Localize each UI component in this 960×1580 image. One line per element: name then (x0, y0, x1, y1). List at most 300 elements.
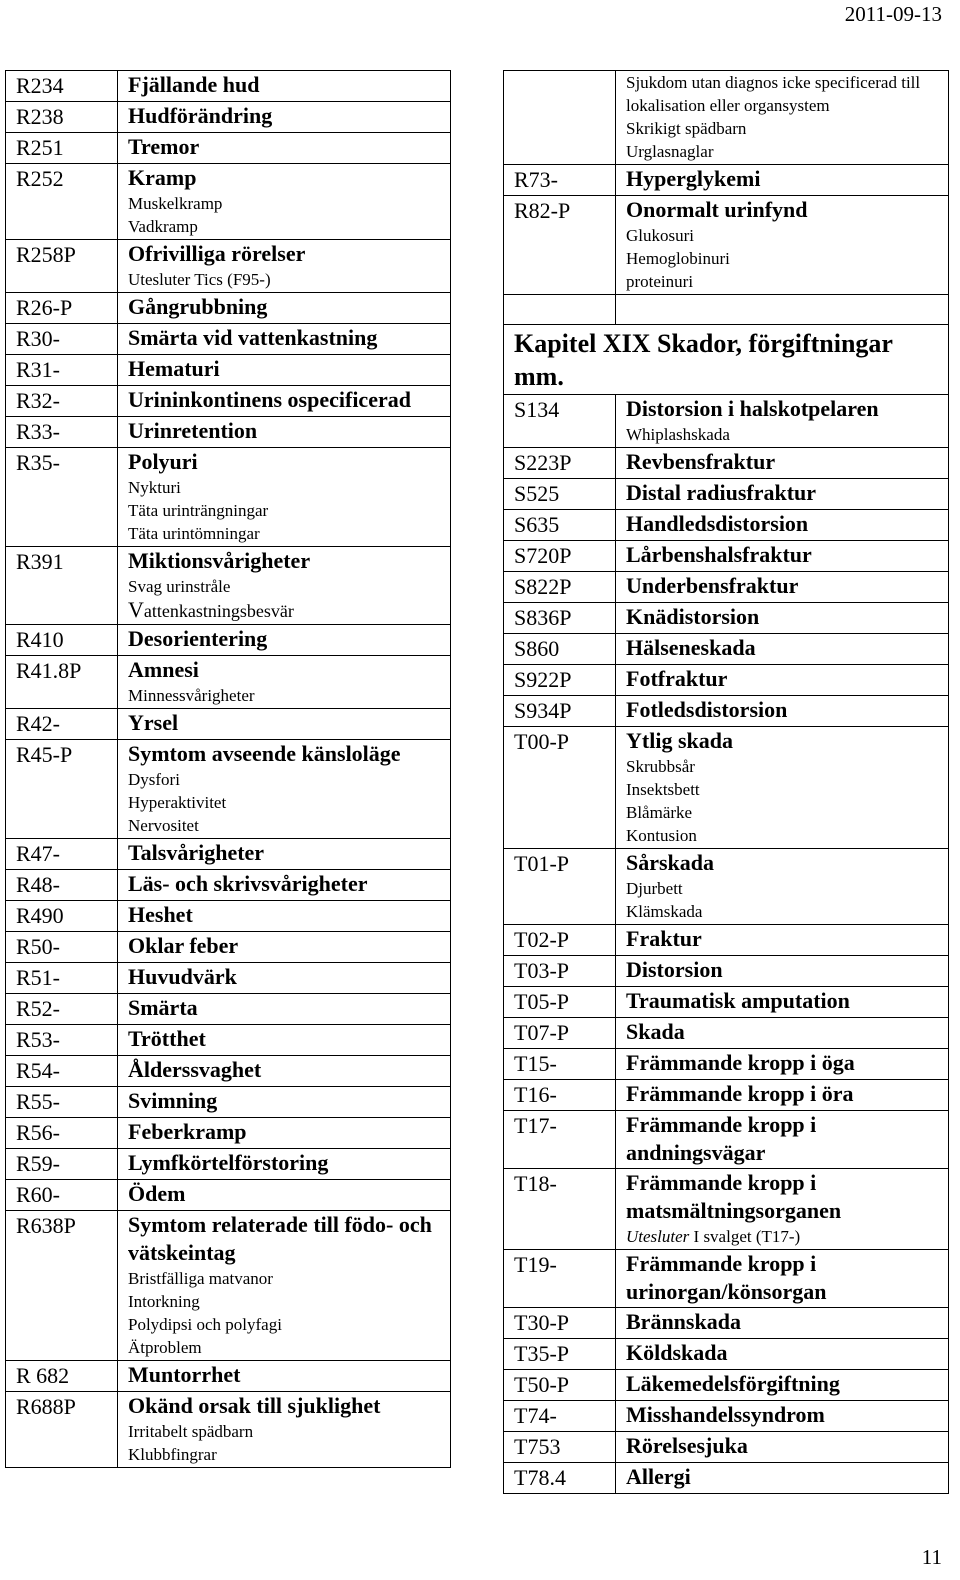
code-cell (504, 956, 616, 987)
sub-item-initial: V (128, 597, 144, 622)
diagnosis-title: Urinretention (128, 418, 258, 443)
code-cell (6, 293, 118, 324)
chapter-heading: Kapitel XIX Skador, förgiftningar mm. (514, 329, 893, 391)
code-cell (6, 240, 118, 293)
description-cell (616, 925, 949, 956)
description-cell (616, 295, 949, 325)
description-cell (118, 656, 451, 709)
table-row (504, 987, 949, 1018)
code-cell (6, 386, 118, 417)
diagnosis-code: R35- (16, 450, 60, 475)
code-cell (6, 417, 118, 448)
diagnosis-title: Yrsel (128, 710, 179, 735)
table-row (6, 1361, 451, 1392)
description-cell (616, 696, 949, 727)
diagnosis-title: Fraktur (626, 926, 702, 951)
table-row (504, 665, 949, 696)
sub-item: Vadkramp (128, 217, 198, 236)
table-row (6, 994, 451, 1025)
table-row (6, 1087, 451, 1118)
table-row (504, 1018, 949, 1049)
sub-item: Ätproblem (128, 1338, 202, 1357)
description-cell (616, 849, 949, 925)
diagnosis-title: Kramp (128, 165, 197, 190)
diagnosis-title: Trötthet (128, 1026, 206, 1051)
description-cell (118, 932, 451, 963)
code-cell (6, 1211, 118, 1361)
diagnosis-code: R688P (16, 1394, 76, 1419)
code-cell (504, 165, 616, 196)
description-cell (118, 1361, 451, 1392)
code-cell (6, 133, 118, 164)
table-row (6, 932, 451, 963)
diagnosis-title: Främmande kropp i öga (626, 1050, 855, 1075)
table-row (6, 448, 451, 547)
diagnosis-title: Smärta (128, 995, 198, 1020)
table-row (504, 925, 949, 956)
sub-item: Kontusion (626, 826, 697, 845)
code-cell (6, 709, 118, 740)
diagnosis-title: Traumatisk amputation (626, 988, 850, 1013)
diagnosis-code: R638P (16, 1213, 76, 1238)
code-cell (6, 901, 118, 932)
diagnosis-title: Distorsion (626, 957, 723, 982)
sub-item: Intorkning (128, 1292, 200, 1311)
table-row (504, 572, 949, 603)
description-cell (616, 1432, 949, 1463)
code-cell (6, 1025, 118, 1056)
sub-item (128, 598, 450, 623)
diagnosis-code: R53- (16, 1027, 60, 1052)
code-cell (504, 849, 616, 925)
table-row (504, 165, 949, 196)
code-cell (6, 1392, 118, 1468)
diagnosis-title: Gångrubbning (128, 294, 268, 319)
diagnosis-title: Symtom avseende känsloläge (128, 741, 401, 766)
table-row (504, 849, 949, 925)
description-cell (118, 133, 451, 164)
diagnosis-code: S223P (514, 450, 572, 475)
diagnosis-code: S134 (514, 397, 560, 422)
description-cell (616, 395, 949, 448)
diagnosis-code: R50- (16, 934, 60, 959)
chapter-cell (504, 325, 949, 395)
diagnosis-title: Lymfkörtelförstoring (128, 1150, 329, 1175)
table-row (6, 1056, 451, 1087)
code-cell (6, 324, 118, 355)
description-cell (616, 448, 949, 479)
diagnosis-code: R30- (16, 326, 60, 351)
code-cell (504, 1080, 616, 1111)
code-cell (504, 572, 616, 603)
description-cell (616, 572, 949, 603)
diagnosis-title: Främmande kropp i andningsvägar (626, 1112, 817, 1165)
description-cell (616, 479, 949, 510)
table-row (6, 102, 451, 133)
code-cell (6, 1056, 118, 1087)
diagnosis-code: T07-P (514, 1020, 569, 1045)
sub-item: Minnessvårigheter (128, 686, 255, 705)
table-row (504, 696, 949, 727)
table-row (6, 1392, 451, 1468)
diagnosis-title: Amnesi (128, 657, 199, 682)
sub-item: Hemoglobinuri (626, 249, 730, 268)
code-cell (6, 448, 118, 547)
diagnosis-table-right (503, 70, 949, 1494)
sub-item: Nykturi (128, 478, 181, 497)
code-cell (504, 448, 616, 479)
diagnosis-code: S822P (514, 574, 572, 599)
table-row (504, 541, 949, 572)
description-cell (118, 1211, 451, 1361)
description-cell (616, 196, 949, 295)
diagnosis-title: Främmande kropp i öra (626, 1081, 854, 1106)
description-cell (616, 541, 949, 572)
description-cell (118, 71, 451, 102)
diagnosis-title: Symtom relaterade till födo- och vätskeintag (128, 1212, 432, 1265)
table-row (504, 956, 949, 987)
description-cell (616, 1401, 949, 1432)
sub-item: Utesluter Tics (F95-) (128, 270, 271, 289)
sub-item: Bristfälliga matvanor (128, 1269, 273, 1288)
code-cell (6, 870, 118, 901)
diagnosis-code: R251 (16, 135, 64, 160)
diagnosis-code: T19- (514, 1252, 557, 1277)
description-cell (118, 417, 451, 448)
diagnosis-code: T17- (514, 1113, 557, 1138)
table-row (6, 625, 451, 656)
diagnosis-code: S836P (514, 605, 572, 630)
diagnosis-code: R258P (16, 242, 76, 267)
code-cell (6, 740, 118, 839)
code-cell (504, 1370, 616, 1401)
description-cell (118, 963, 451, 994)
code-cell (504, 1401, 616, 1432)
diagnosis-title: Distorsion i halskotpelaren (626, 396, 879, 421)
description-cell (616, 956, 949, 987)
sub-item: Polydipsi och polyfagi (128, 1315, 282, 1334)
table-row (6, 740, 451, 839)
code-cell (504, 1018, 616, 1049)
diagnosis-title: Hematuri (128, 356, 220, 381)
code-cell (504, 1432, 616, 1463)
diagnosis-title: Svimning (128, 1088, 218, 1113)
table-row (504, 1432, 949, 1463)
table-row (504, 510, 949, 541)
diagnosis-code: S525 (514, 481, 560, 506)
table-row (6, 71, 451, 102)
code-cell (504, 1049, 616, 1080)
description-cell (616, 1370, 949, 1401)
table-row (504, 1111, 949, 1169)
description-cell (118, 870, 451, 901)
code-cell (6, 994, 118, 1025)
description-cell (616, 510, 949, 541)
table-row (504, 1370, 949, 1401)
diagnosis-title: Främmande kropp i matsmältningsorganen (626, 1170, 842, 1223)
sub-item: Hyperaktivitet (128, 793, 227, 812)
description-cell (616, 634, 949, 665)
diagnosis-code: T30-P (514, 1310, 569, 1335)
table-row (504, 196, 949, 295)
diagnosis-title: Tremor (128, 134, 200, 159)
diagnosis-code: R82-P (514, 198, 571, 223)
code-cell (6, 656, 118, 709)
diagnosis-code: T50-P (514, 1372, 569, 1397)
diagnosis-title: Ödem (128, 1181, 186, 1206)
description-cell (118, 1025, 451, 1056)
diagnosis-title: Huvudvärk (128, 964, 237, 989)
table-row (504, 479, 949, 510)
table-row (6, 709, 451, 740)
diagnosis-title: Läkemedelsförgiftning (626, 1371, 840, 1396)
table-row (6, 870, 451, 901)
description-cell (616, 1080, 949, 1111)
diagnosis-title: Distal radiusfraktur (626, 480, 817, 505)
diagnosis-code: T15- (514, 1051, 557, 1076)
diagnosis-title: Rörelsesjuka (626, 1433, 748, 1458)
table-row (504, 1308, 949, 1339)
sub-item: Nervositet (128, 816, 199, 835)
description-cell (118, 355, 451, 386)
description-cell (616, 727, 949, 849)
diagnosis-title: Desorientering (128, 626, 268, 651)
code-cell (504, 541, 616, 572)
sub-item: Insektsbett (626, 780, 700, 799)
description-cell (616, 1169, 949, 1250)
code-cell (6, 1180, 118, 1211)
table-row (6, 386, 451, 417)
page-number: 11 (921, 1545, 942, 1569)
table-row (504, 1169, 949, 1250)
sub-item: Glukosuri (626, 226, 694, 245)
sub-item: Dysfori (128, 770, 180, 789)
sub-item-rest: I svalget (T17-) (689, 1227, 801, 1246)
sub-item: Irritabelt spädbarn (128, 1422, 254, 1441)
code-cell (504, 1308, 616, 1339)
diagnosis-code: S635 (514, 512, 560, 537)
diagnosis-title: Muntorrhet (128, 1362, 241, 1387)
table-row (504, 1339, 949, 1370)
diagnosis-code: R47- (16, 841, 60, 866)
diagnosis-title: Brännskada (626, 1309, 741, 1334)
diagnosis-code: T18- (514, 1171, 557, 1196)
diagnosis-title: Sårskada (626, 850, 715, 875)
code-cell (504, 665, 616, 696)
code-cell (6, 102, 118, 133)
diagnosis-code: S860 (514, 636, 560, 661)
description-cell (118, 164, 451, 240)
code-cell (504, 196, 616, 295)
table-row (6, 324, 451, 355)
sub-item: Skrubbsår (626, 757, 695, 776)
code-cell (6, 1118, 118, 1149)
table-row (6, 1149, 451, 1180)
diagnosis-code: R31- (16, 357, 60, 382)
code-cell (504, 1463, 616, 1494)
description-cell (616, 603, 949, 634)
sub-item: Whiplashskada (626, 425, 730, 444)
diagnosis-title: Skada (626, 1019, 685, 1044)
diagnosis-code: R42- (16, 711, 60, 736)
diagnosis-code: T01-P (514, 851, 569, 876)
sub-item: Muskelkramp (128, 194, 223, 213)
diagnosis-title: Misshandelssyndrom (626, 1402, 825, 1427)
diagnosis-code: R56- (16, 1120, 60, 1145)
sub-item: Urglasnaglar (626, 142, 714, 161)
sub-item: Klämskada (626, 902, 703, 921)
description-cell (616, 665, 949, 696)
diagnosis-code: R 682 (16, 1363, 70, 1388)
description-cell (118, 625, 451, 656)
code-cell (6, 164, 118, 240)
diagnosis-code: R52- (16, 996, 60, 1021)
code-cell (504, 696, 616, 727)
table-row (504, 1049, 949, 1080)
diagnosis-code: R45-P (16, 742, 73, 767)
code-cell (6, 1361, 118, 1392)
code-cell (6, 71, 118, 102)
table-row (504, 1463, 949, 1494)
code-cell (504, 1250, 616, 1308)
table-row (6, 1211, 451, 1361)
diagnosis-code: R55- (16, 1089, 60, 1114)
description-cell (118, 240, 451, 293)
diagnosis-title: Knädistorsion (626, 604, 760, 629)
table-row (504, 71, 949, 165)
description-cell (118, 448, 451, 547)
diagnosis-code: S922P (514, 667, 572, 692)
diagnosis-code: R26-P (16, 295, 73, 320)
sub-item: Skrikigt spädbarn (626, 119, 747, 138)
code-cell (6, 355, 118, 386)
diagnosis-title: Lårbenshalsfraktur (626, 542, 812, 567)
diagnosis-title: Talsvårigheter (128, 840, 265, 865)
sub-item: proteinuri (626, 272, 694, 291)
table-row (6, 963, 451, 994)
table-row (504, 325, 949, 395)
description-cell (616, 1339, 949, 1370)
table-row (6, 839, 451, 870)
diagnosis-title: Polyuri (128, 449, 198, 474)
sub-item: Blåmärke (626, 803, 693, 822)
diagnosis-title: Feberkramp (128, 1119, 247, 1144)
diagnosis-title: Oklar feber (128, 933, 239, 958)
diagnosis-title: Urininkontinens ospecificerad (128, 387, 411, 412)
diagnosis-code: T753 (514, 1434, 561, 1459)
diagnosis-title: Smärta vid vattenkastning (128, 325, 378, 350)
diagnosis-title: Hälseneskada (626, 635, 756, 660)
description-cell (616, 165, 949, 196)
code-cell (504, 603, 616, 634)
diagnosis-title: Onormalt urinfynd (626, 197, 808, 222)
diagnosis-title: Köldskada (626, 1340, 728, 1365)
diagnosis-code: R238 (16, 104, 64, 129)
diagnosis-code: R73- (514, 167, 558, 192)
diagnosis-code: S934P (514, 698, 572, 723)
diagnosis-title: Fjällande hud (128, 72, 260, 97)
table-row (504, 603, 949, 634)
diagnosis-code: T16- (514, 1082, 557, 1107)
sub-item: Svag urinstråle (128, 577, 231, 596)
diagnosis-code: R41.8P (16, 658, 82, 683)
diagnosis-code: S720P (514, 543, 572, 568)
description-cell (118, 1180, 451, 1211)
sub-item: Täta urinträngningar (128, 501, 269, 520)
code-cell (6, 963, 118, 994)
table-row (504, 727, 949, 849)
diagnosis-title: Ofrivilliga rörelser (128, 241, 306, 266)
diagnosis-code: R490 (16, 903, 64, 928)
table-row (504, 1401, 949, 1432)
diagnosis-code: R33- (16, 419, 60, 444)
table-row (6, 417, 451, 448)
sub-item: Klubbfingrar (128, 1445, 217, 1464)
diagnosis-code: T74- (514, 1403, 557, 1428)
diagnosis-title: Fotfraktur (626, 666, 728, 691)
code-cell (504, 1169, 616, 1250)
sub-item-italic: Utesluter (626, 1227, 690, 1246)
document-date: 2011-09-13 (844, 2, 942, 26)
diagnosis-code: T78.4 (514, 1465, 566, 1490)
diagnosis-code: R252 (16, 166, 64, 191)
diagnosis-title: Hyperglykemi (626, 166, 761, 191)
code-cell (504, 987, 616, 1018)
diagnosis-code: R60- (16, 1182, 60, 1207)
table-row (6, 355, 451, 386)
table-row (6, 133, 451, 164)
description-cell (118, 1118, 451, 1149)
description-cell (118, 1056, 451, 1087)
diagnosis-title: Underbensfraktur (626, 573, 799, 598)
code-cell (6, 1149, 118, 1180)
code-cell (6, 1087, 118, 1118)
description-cell (118, 839, 451, 870)
diagnosis-title: Ålderssvaghet (128, 1057, 262, 1082)
code-cell (504, 510, 616, 541)
diagnosis-table-left (5, 70, 451, 1468)
table-row (6, 1025, 451, 1056)
diagnosis-title: Läs- och skrivsvårigheter (128, 871, 368, 896)
diagnosis-code: T03-P (514, 958, 569, 983)
table-row (6, 240, 451, 293)
diagnosis-title: Handledsdistorsion (626, 511, 809, 536)
table-row (504, 395, 949, 448)
description-cell (616, 1049, 949, 1080)
diagnosis-code: T35-P (514, 1341, 569, 1366)
description-cell (616, 987, 949, 1018)
code-cell (504, 1111, 616, 1169)
description-cell (616, 1250, 949, 1308)
description-cell (118, 102, 451, 133)
diagnosis-code: R51- (16, 965, 60, 990)
description-cell (118, 994, 451, 1025)
diagnosis-title: Ytlig skada (626, 728, 733, 753)
table-row (504, 448, 949, 479)
diagnosis-code: R54- (16, 1058, 60, 1083)
description-cell (118, 324, 451, 355)
description-cell (616, 1111, 949, 1169)
description-cell (616, 1018, 949, 1049)
table-row (504, 634, 949, 665)
description-cell (118, 1087, 451, 1118)
description-cell (118, 1392, 451, 1468)
table-row (6, 656, 451, 709)
description-cell (118, 547, 451, 625)
description-cell (118, 293, 451, 324)
sub-item: Djurbett (626, 879, 683, 898)
table-row (6, 547, 451, 625)
